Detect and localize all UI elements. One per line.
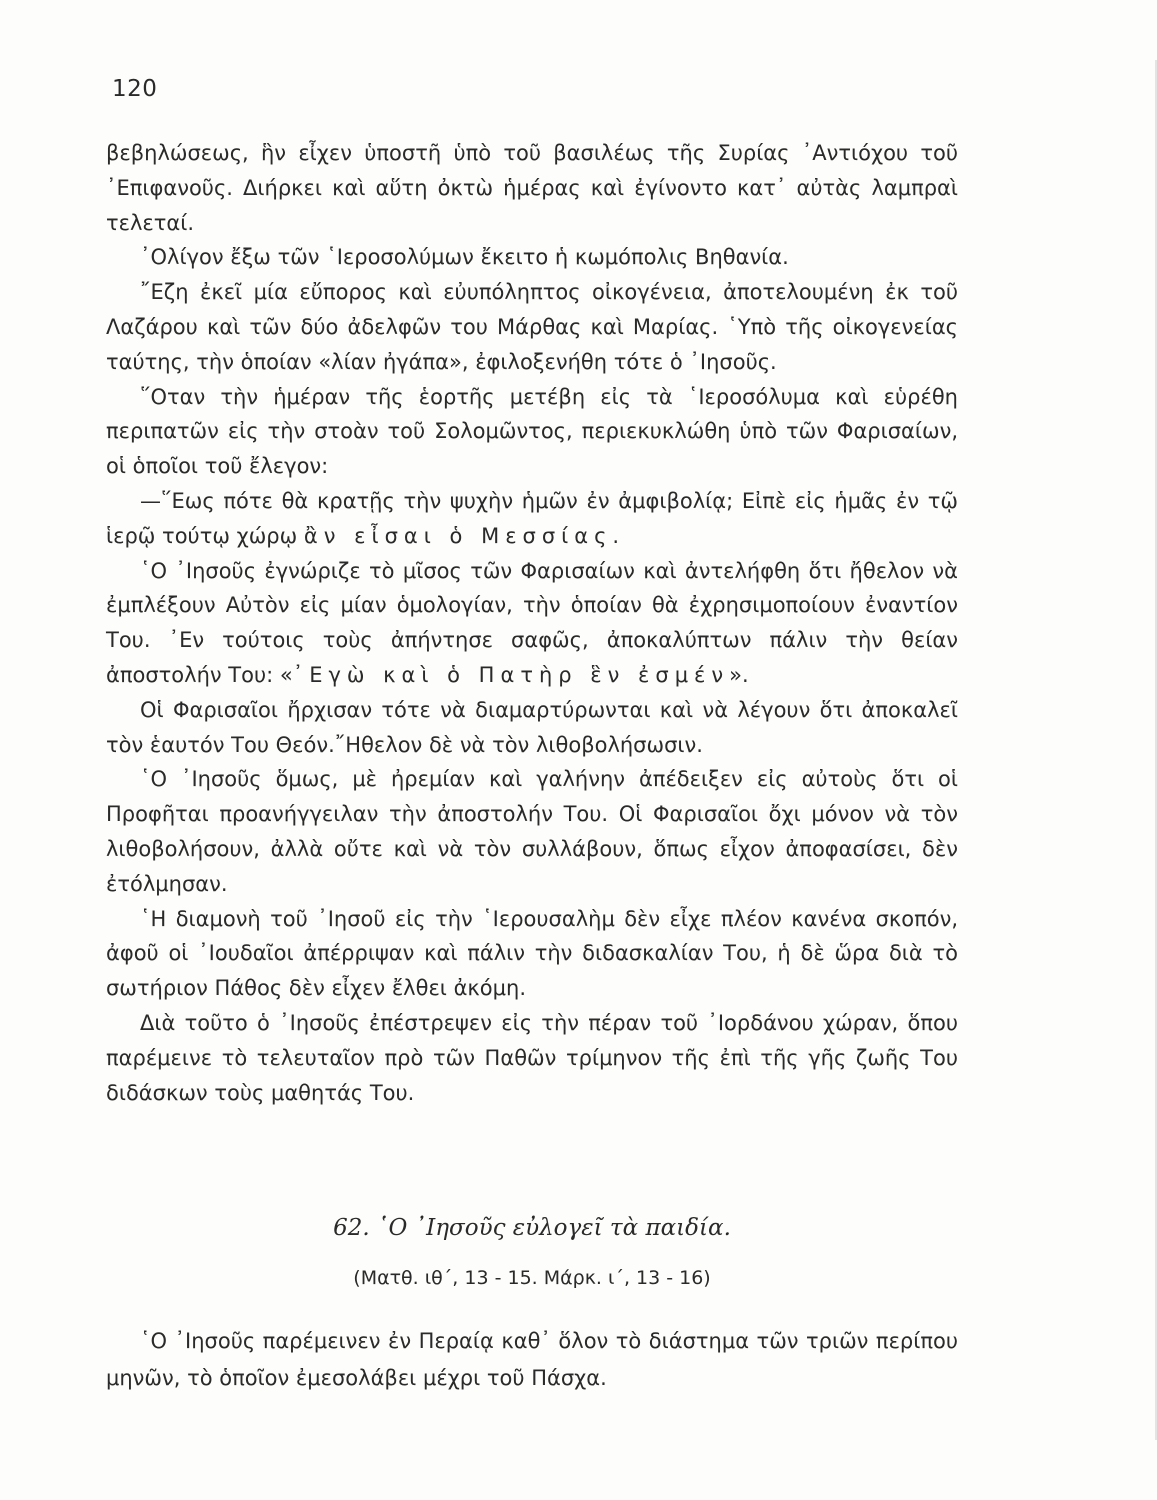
paragraph-jesus-answer: [106, 554, 958, 693]
jesus-answer-emphasis: ᾿Εγὼ καὶ ὁ Πατὴρ ἓν ἐσμέν: [292, 662, 730, 687]
paragraph-pharisees-protest: Οἱ Φαρισαῖοι ἤρχισαν τότε νὰ διαμαρτύρωνται καὶ νὰ λέγουν ὅτι ἀποκαλεῖ τὸν ἑαυτόν Του Θεόν.῎Ηθελον δὲ νὰ τὸν λιθοβολήσωσιν.: [106, 697, 958, 757]
section-text-block: [106, 1323, 958, 1397]
paragraph-family: ῎Εζη ἐκεῖ μία εὔπορος καὶ εὐυπόληπτος οἰκογένεια, ἀποτελουμένη ἐκ τοῦ Λαζάρου καὶ τῶν δύο ἀδελφῶν του Μάρθας καὶ Μαρίας. ῾Υπὸ τῆς οἰκογενείας ταύτης, τὴν ὁποίαν «λίαν ἠγάπα», ἐφιλοξενήθη τότε ὁ ᾿Ιησοῦς.: [106, 280, 958, 374]
paragraph-continuation: βεβηλώσεως, ἣν εἶχεν ὑποστῆ ὑπὸ τοῦ βασιλέως τῆς Συρίας ᾿Αντιόχου τοῦ ᾿Επιφανοῦς. Διήρκει καὶ αὕτη ὀκτὼ ἡμέρας καὶ ἐγίνοντο κατ᾿ αὐτὰς λαμπραὶ τελεταί.: [106, 141, 958, 235]
paragraph-bethany: ᾿Ολίγον ἔξω τῶν ῾Ιεροσολύμων ἔκειτο ἡ κωμόπολις Βηθανία.: [140, 245, 789, 270]
main-text-block: [106, 136, 958, 1110]
paragraph-prophets: ῾Ο ᾿Ιησοῦς ὅμως, μὲ ἠρεμίαν καὶ γαλήνην ἀπέδειξεν εἰς αὐτοὺς ὅτι οἱ Προφῆται προανήγγειλαν τὴν ἀποστολήν Του. Οἱ Φαρισαῖοι ὄχι μόνον νὰ τὸν λιθοβολήσουν, ἀλλὰ οὔτε καὶ νὰ τὸν συλλάβουν, ὅπως εἶχον ἀποφασίσει, δὲν ἐτόλμησαν.: [106, 767, 958, 896]
paragraph-feast: ῞Οταν τὴν ἡμέραν τῆς ἑορτῆς μετέβη εἰς τὰ ῾Ιεροσόλυμα καὶ εὑρέθη περιπατῶν εἰς τὴν στοὰν τοῦ Σολομῶντος, περιεκυκλώθη ὑπὸ τῶν Φαρισαίων, οἱ ὁποῖοι τοῦ ἔλεγον:: [106, 384, 958, 479]
dialogue-emphasis: ἂν εἶσαι ὁ Μεσσίας.: [303, 523, 626, 548]
paragraph-jerusalem: ῾Η διαμονὴ τοῦ ᾿Ιησοῦ εἰς τὴν ῾Ιερουσαλὴμ δὲν εἶχε πλέον κανένα σκοπόν, ἀφοῦ οἱ ᾿Ιουδαῖοι ἀπέρριψαν καὶ πάλιν τὴν διδασκαλίαν Του, ἡ δὲ ὥρα διὰ τὸ σωτήριον Πάθος δὲν εἶχεν ἔλθει ἀκόμη.: [106, 906, 958, 1001]
section-heading: 62. ῾Ο ᾿Ιησοῦς εὐλογεῖ τὰ παιδία.: [333, 1215, 731, 1241]
paragraph-dialogue: [106, 484, 958, 554]
dialogue-text: —῞Εως πότε θὰ κρατῇς τὴν ψυχὴν ἡμῶν ἐν ἀμφιβολίᾳ; Εἰπὲ εἰς ἡμᾶς ἐν τῷ ἱερῷ τούτῳ χώρῳ: [106, 488, 958, 548]
jesus-answer-text: ῾Ο ᾿Ιησοῦς ἐγνώριζε τὸ μῖσος τῶν Φαρισαίων καὶ ἀντελήφθη ὅτι ἤθελον νὰ ἐμπλέξουν Αὐτὸν εἰς μίαν ὁμολογίαν, τὴν ὁποίαν θὰ ἐχρησιμοποίουν ἐναντίον Του. ᾿Εν τούτοις τοὺς ἀπήντησε σαφῶς, ἀποκαλύπτων πάλιν τὴν θείαν ἀποστολήν Του: «: [106, 558, 958, 687]
paragraph-jordan: Διὰ τοῦτο ὁ ᾿Ιησοῦς ἐπέστρεψεν εἰς τὴν πέραν τοῦ ᾿Ιορδάνου χώραν, ὅπου παρέμεινε τὸ τελευταῖον πρὸ τῶν Παθῶν τρίμηνον τῆς ἐπὶ τῆς γῆς ζωῆς Του διδάσκων τοὺς μαθητάς Του.: [106, 1010, 958, 1105]
jesus-answer-suffix: ».: [729, 662, 749, 687]
section-reference: (Ματθ. ιθ΄, 13 - 15. Μάρκ. ι΄, 13 - 16): [353, 1267, 711, 1289]
paragraph-peraea: ῾Ο ᾿Ιησοῦς παρέμεινεν ἐν Περαίᾳ καθ᾿ ὅλον τὸ διάστημα τῶν τριῶν περίπου μηνῶν, τὸ ὁποῖον ἐμεσολάβει μέχρι τοῦ Πάσχα.: [106, 1329, 958, 1390]
page-number: 120: [112, 76, 158, 102]
